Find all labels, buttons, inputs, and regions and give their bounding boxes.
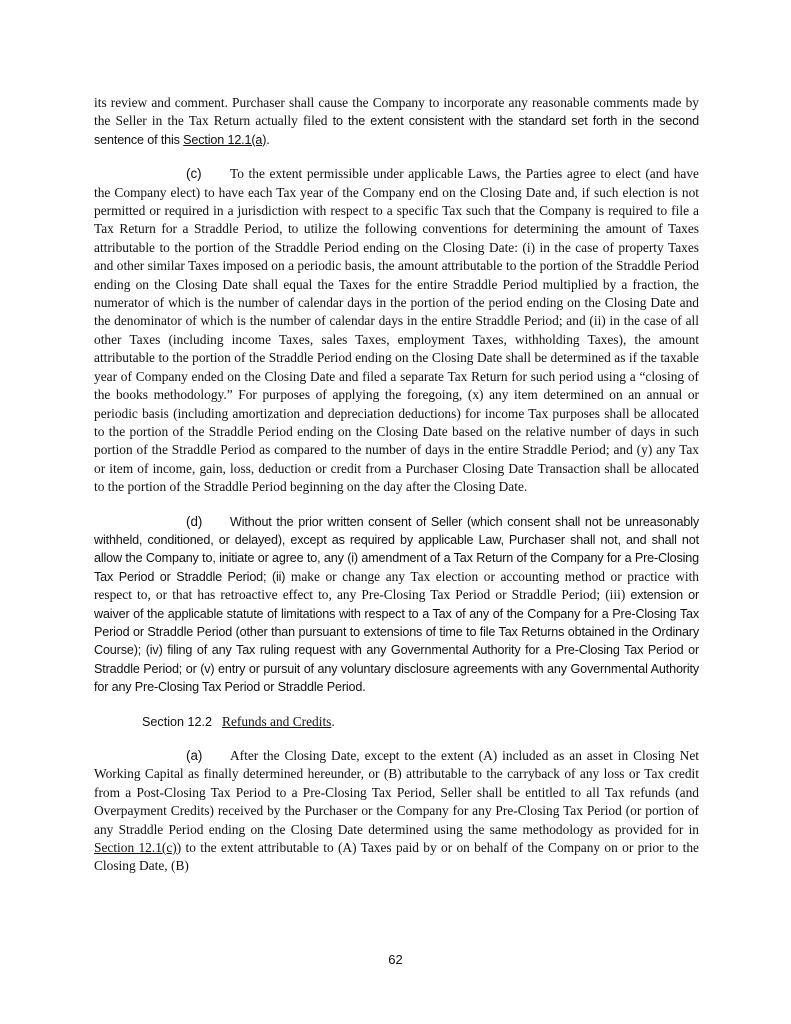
paragraph-text: After the Closing Date, except to the extent (A) included as an asset in Closing Net Working Capital as finally determined hereunder, or (B) attributable to the carryback of any loss or Tax credit from a Post-Closing Tax Period to a Pre-Closing Tax Period, Seller shall be entitled to all Tax refunds (and Overpayment Credits) received by the Purchaser or the Company for any Pre-Closing Tax Period (or portion of any Straddle Period ending on the Closing Date determined using the same methodology as provided for in bbox=[94, 748, 699, 837]
section-title: Refunds and Credits bbox=[222, 713, 332, 729]
page-number: 62 bbox=[388, 952, 403, 967]
paragraph-a bbox=[94, 747, 699, 876]
paragraph-text: make or change any Tax election or accounting method or practice with respect to, or that has retroactive effect to, any Pre-Closing Tax Period or Straddle Period; (iii) bbox=[94, 568, 699, 603]
section-heading bbox=[94, 713, 699, 731]
document-page bbox=[94, 94, 699, 892]
paragraph-text-sans: Without the prior written consent of Seller (which consent shall not be unreasonably withheld, conditioned, or delayed), except as required by applicable Law, Purchaser shall not, and shall not allow the Company to, initiate or agree to, any (i) amendment of a Tax Return of the Company for a Pre-Closing Tax Period or Straddle Period; (ii) bbox=[94, 514, 699, 584]
paragraph-d bbox=[94, 513, 699, 697]
paragraph-text-sans-2: extension or waiver of the applicable statute of limitations with respect to a Tax of any of the Company for a Pre-Closing Tax Period or Straddle Period (other than pursuant to extensions of time to file Tax Returns obtained in the Ordinary Course); (iv) filing of any Tax ruling request with any Governmental Authority for a Pre-Closing Tax Period or Straddle Period; or (v) entry or pursuit of any voluntary disclosure agreements with any Governmental Authority for any Pre-Closing Tax Period or Straddle Period. bbox=[94, 588, 700, 695]
punctuation: . bbox=[331, 713, 335, 729]
paragraph-text-sans: to the extent consistent with the standard set forth in the second sentence of this bbox=[94, 114, 699, 147]
section-reference-12-1-c: Section 12.1(c) bbox=[94, 840, 177, 856]
section-number: Section 12.2 bbox=[142, 714, 213, 729]
paragraph-text: its review and comment. Purchaser shall cause the Company to incorporate any reasonable comments made by the Seller in the Tax Return actually filed bbox=[94, 95, 699, 129]
paragraph-text-end: ) to the extent attributable to (A) Taxes paid by or on behalf of the Company on or prior to the Closing Date, (B) bbox=[94, 840, 699, 874]
section-reference-12-1-a: Section 12.1(a) bbox=[183, 132, 267, 147]
paragraph-continuation bbox=[94, 94, 699, 149]
paragraph-c bbox=[94, 165, 699, 496]
paragraph-label: (c) bbox=[186, 166, 202, 182]
paragraph-label: (a) bbox=[186, 748, 203, 763]
paragraph-label: (d) bbox=[186, 513, 203, 529]
paragraph-text: To the extent permissible under applicable Laws, the Parties agree to elect (and have the Company elect) to have each Tax year of the Company end on the Closing Date and, if such election is not permitted or required in a jurisdiction with respect to a specific Tax such that the Company is required to file a Tax Return for a Straddle Period, to utilize the following conventions for determining the amount of Taxes attributable to the portion of the Straddle Period ending on the Closing Date: (i) in the case of property Taxes and other similar Taxes imposed on a periodic basis, the amount attributable to the portion of the Straddle Period ending on the Closing Date shall equal the Taxes for the entire Straddle Period multiplied by a fraction, the numerator of which is the number of calendar days in the portion of the period ending on the Closing Date and the denominator of which is the number of calendar days in the entire Straddle Period; and (ii) in the case of all other Taxes (including income Taxes, sales Taxes, employment Taxes, withholding Taxes), the amount attributable to the portion of the Straddle Period ending on the Closing Date shall be determined as if the taxable year of Company ended on the Closing Date and filed a separate Tax Return for such period using a “closing of the books methodology.” For purposes of applying the foregoing, (x) any item determined on an annual or periodic basis (including amortization and depreciation deductions) for income Tax purposes shall be allocated to the portion of the Straddle Period ending on the Closing Date based on the relative number of days in such portion of the Straddle Period as compared to the number of days in the entire Straddle Period; and (y) any Tax or item of income, gain, loss, deduction or credit from a Purchaser Closing Date Transaction shall be allocated to the portion of the Straddle Period beginning on the day after the Closing Date. bbox=[94, 166, 699, 495]
punctuation: . bbox=[266, 131, 270, 147]
